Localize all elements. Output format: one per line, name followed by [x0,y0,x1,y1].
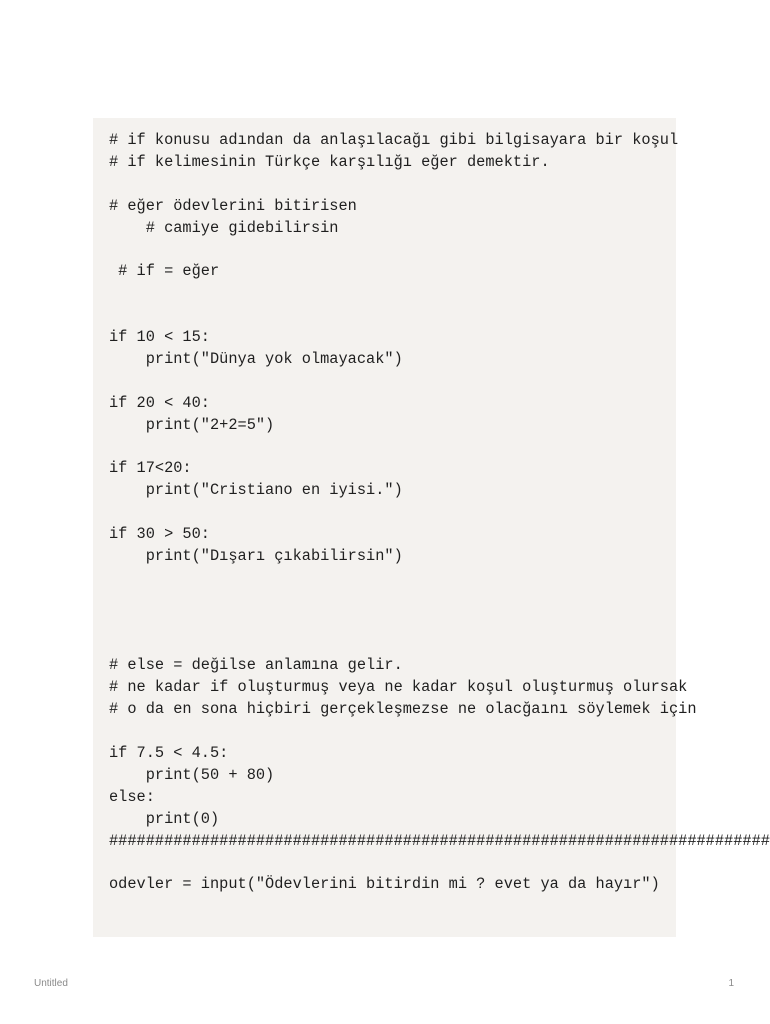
code-line: if 30 > 50: [109,525,210,544]
code-line [109,590,770,612]
code-line: print(0) [109,809,220,828]
code-line [109,852,770,874]
code-line: if 7.5 < 4.5: [109,743,229,762]
code-line: print("Cristiano en iyisi.") [109,481,403,500]
code-line [109,721,770,743]
code-line [109,436,770,458]
code-line: if 17<20: [109,459,192,478]
code-line [109,633,770,655]
code-line: # if konusu adından da anlaşılacağı gibi bilgisayara bir koşul [109,131,679,149]
code-line: # eğer ödevlerini bitirisen [109,196,357,215]
code-line: if 20 < 40: [109,393,210,412]
code-line: # camiye gidebilirsin [109,218,339,237]
code-line: # if = eğer [109,262,220,281]
code-line [109,239,770,261]
code-line: # else = değilse anlamına gelir. [109,656,403,675]
footer-title: Untitled [34,978,68,989]
footer-page-number: 1 [728,978,734,989]
code-line [109,612,770,634]
code-line [109,283,770,305]
code-line: ######################################################################## [109,831,770,850]
code-lines [109,130,770,896]
code-line: print(50 + 80) [109,765,275,784]
code-block [93,118,770,937]
code-line: if 10 < 15: [109,328,210,347]
code-line: print("2+2=5") [109,415,275,434]
code-line [109,568,770,590]
code-line: # if kelimesinin Türkçe karşılığı eğer demektir. [109,152,550,171]
code-line [109,305,770,327]
code-line: # o da en sona hiçbiri gerçekleşmezse ne olacğaını söylemek için [109,700,697,719]
code-line [109,371,770,393]
code-line: odevler = input("Ödevlerini bitirdin mi ? evet ya da hayır") [109,875,660,894]
code-line: # ne kadar if oluşturmuş veya ne kadar koşul oluşturmuş olursak [109,678,688,697]
code-line [109,174,770,196]
code-line: else: [109,787,155,806]
code-line: print("Dışarı çıkabilirsin") [109,546,403,565]
code-line: print("Dünya yok olmayacak") [109,349,403,368]
code-line [109,502,770,524]
